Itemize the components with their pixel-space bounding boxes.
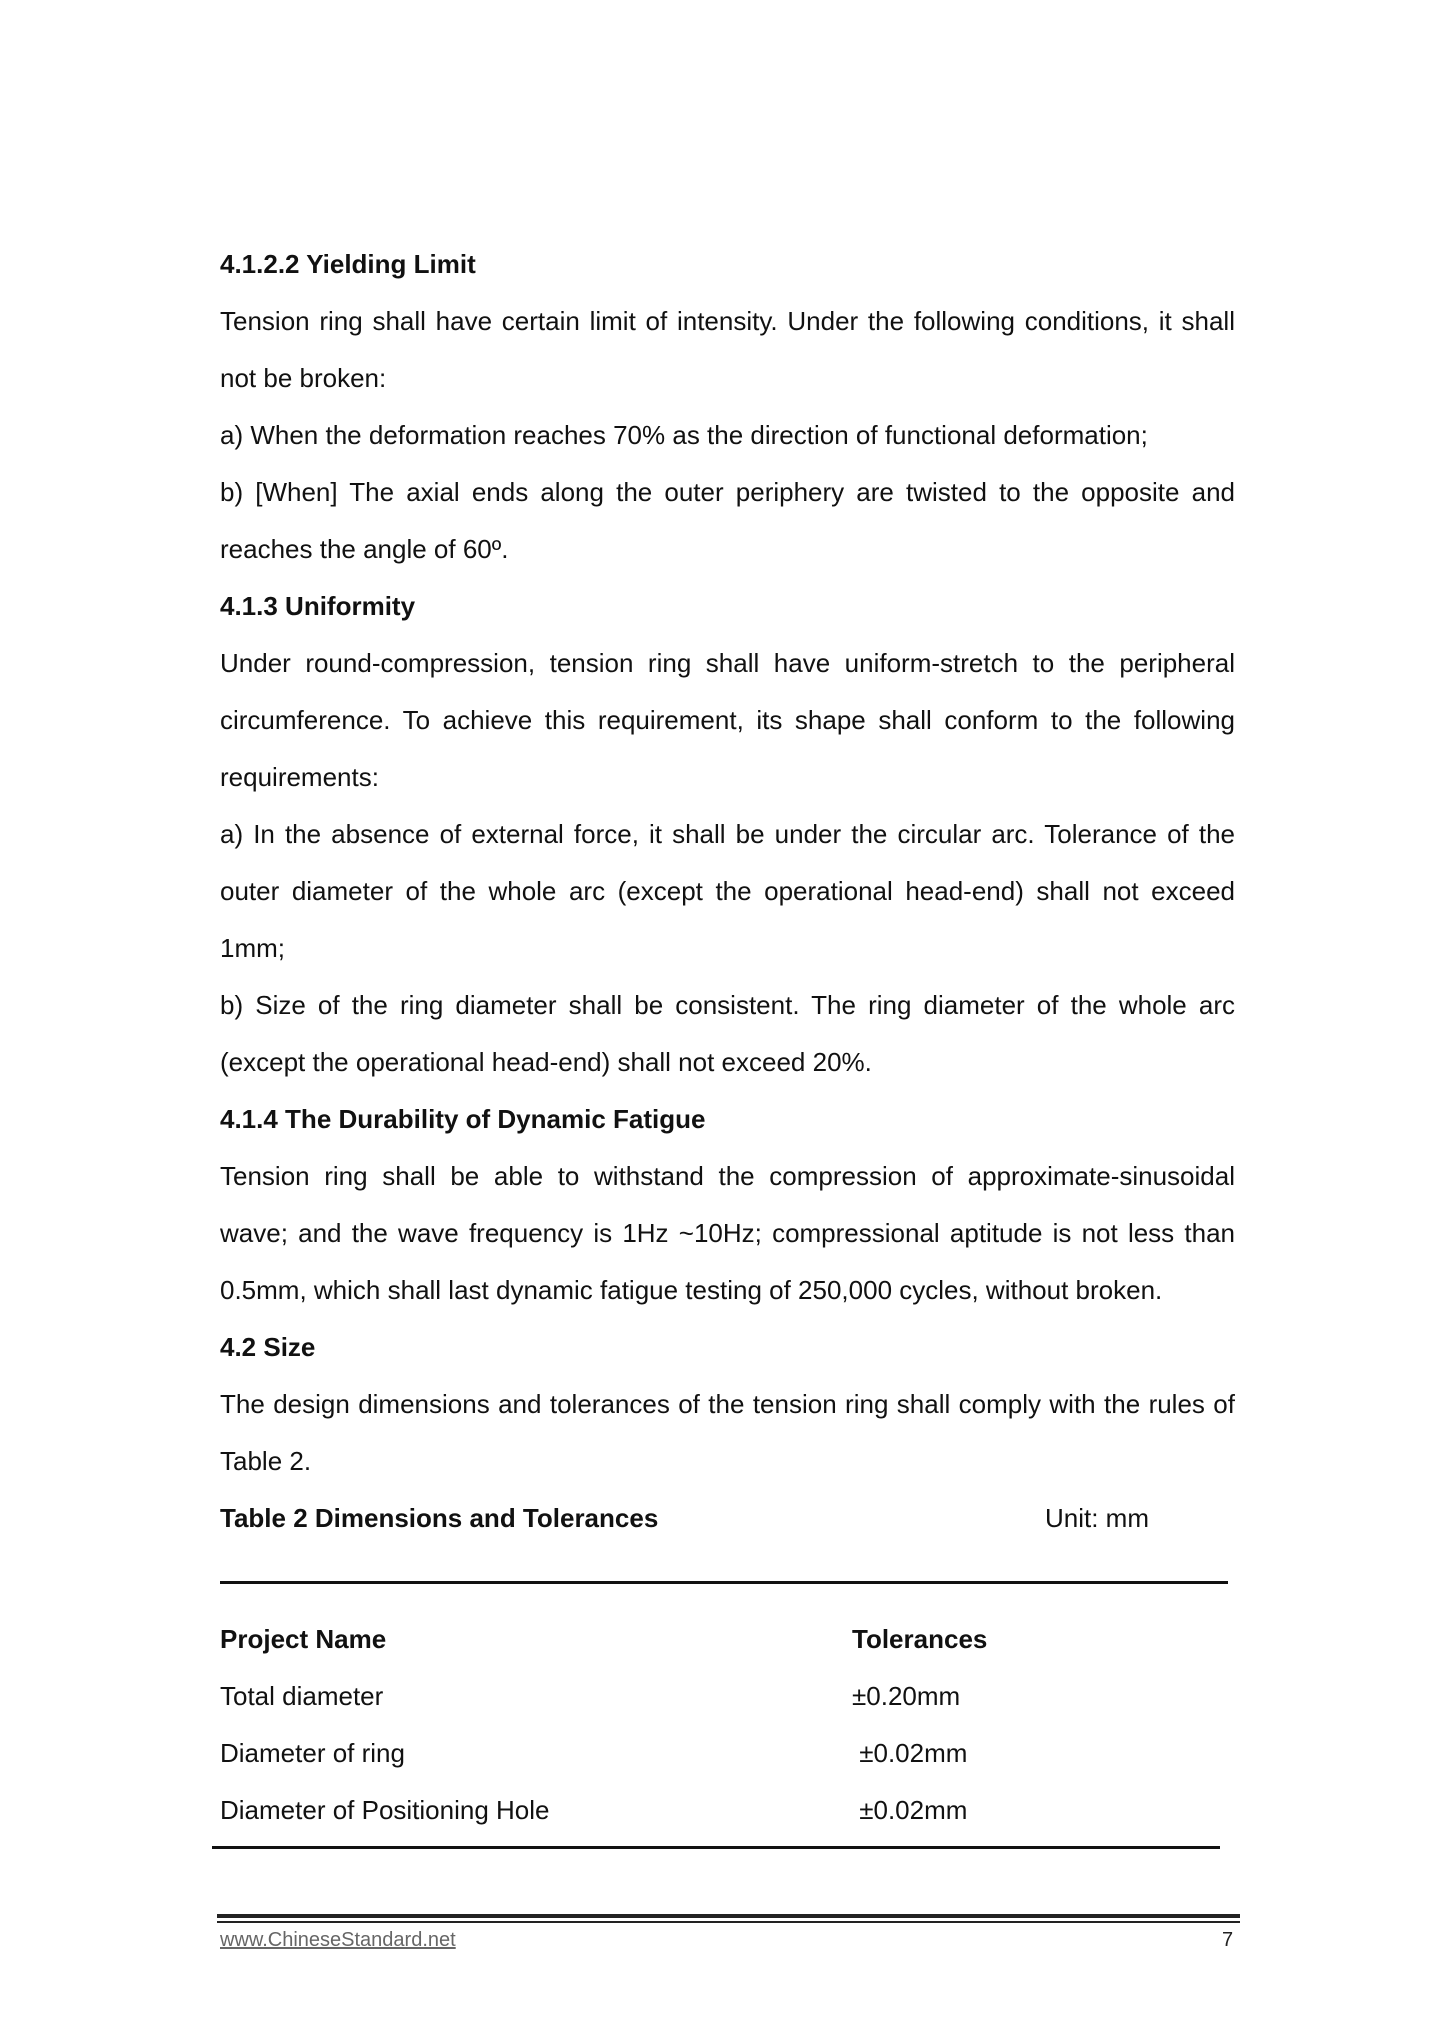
table-cell-tolerance: ±0.20mm — [852, 1681, 961, 1711]
section-heading: 4.1.4 The Durability of Dynamic Fatigue — [220, 1104, 706, 1134]
list-item: a) When the deformation reaches 70% as the direction of functional deformation; — [220, 420, 1148, 450]
table-unit: Unit: mm — [1045, 1503, 1149, 1533]
table-bottom-rule — [212, 1846, 1220, 1849]
table-cell-name: Total diameter — [220, 1681, 384, 1711]
paragraph: The design dimensions and tolerances of the tension ring shall comply with the rules of Table 2. — [220, 1389, 1235, 1476]
paragraph: Tension ring shall be able to withstand the compression of approximate-sinusoidal wave; and the wave frequency is 1Hz ~10Hz; compressional aptitude is not less than 0.5mm, which shall last dynamic fatigue testing of 250,000 cycles, without broken. — [220, 1161, 1235, 1305]
column-header-tolerances: Tolerances — [852, 1624, 988, 1654]
section-heading: 4.2 Size — [220, 1332, 316, 1362]
table-cell-tolerance: ±0.02mm — [852, 1795, 968, 1825]
column-header-project-name: Project Name — [220, 1624, 387, 1654]
table-cell-name: Diameter of ring — [220, 1738, 405, 1768]
table-row — [220, 1725, 1220, 1782]
body-text — [220, 236, 1235, 1547]
list-item: b) Size of the ring diameter shall be consistent. The ring diameter of the whole arc (except the operational head-end) shall not exceed 20%. — [220, 990, 1235, 1077]
section-heading: 4.1.2.2 Yielding Limit — [220, 249, 476, 279]
dimensions-table — [220, 1611, 1220, 1839]
list-item: b) [When] The axial ends along the outer periphery are twisted to the opposite and reaches the angle of 60º. — [220, 477, 1235, 564]
footer-rule-thick — [217, 1914, 1240, 1918]
paragraph: Under round-compression, tension ring shall have uniform-stretch to the peripheral circumference. To achieve this requirement, its shape shall conform to the following requirements: — [220, 648, 1235, 792]
table-row — [220, 1782, 1220, 1839]
table-cell-name: Diameter of Positioning Hole — [220, 1795, 550, 1825]
section-heading: 4.1.3 Uniformity — [220, 591, 416, 621]
table-cell-tolerance: ±0.02mm — [852, 1738, 968, 1768]
page-number: 7 — [1222, 1929, 1234, 1951]
table-caption — [220, 1490, 1235, 1547]
table-title: Table 2 Dimensions and Tolerances — [220, 1503, 659, 1533]
list-item: a) In the absence of external force, it shall be under the circular arc. Tolerance of the outer diameter of the whole arc (except the operational head-end) shall not exceed 1mm; — [220, 819, 1235, 963]
table-row — [220, 1668, 1220, 1725]
footer-website-link[interactable]: www.ChineseStandard.net — [220, 1929, 456, 1951]
table-header-row — [220, 1611, 1220, 1668]
table-top-rule — [220, 1581, 1228, 1584]
footer-rule-thin — [217, 1921, 1240, 1923]
paragraph: Tension ring shall have certain limit of intensity. Under the following conditions, it shall not be broken: — [220, 306, 1235, 393]
